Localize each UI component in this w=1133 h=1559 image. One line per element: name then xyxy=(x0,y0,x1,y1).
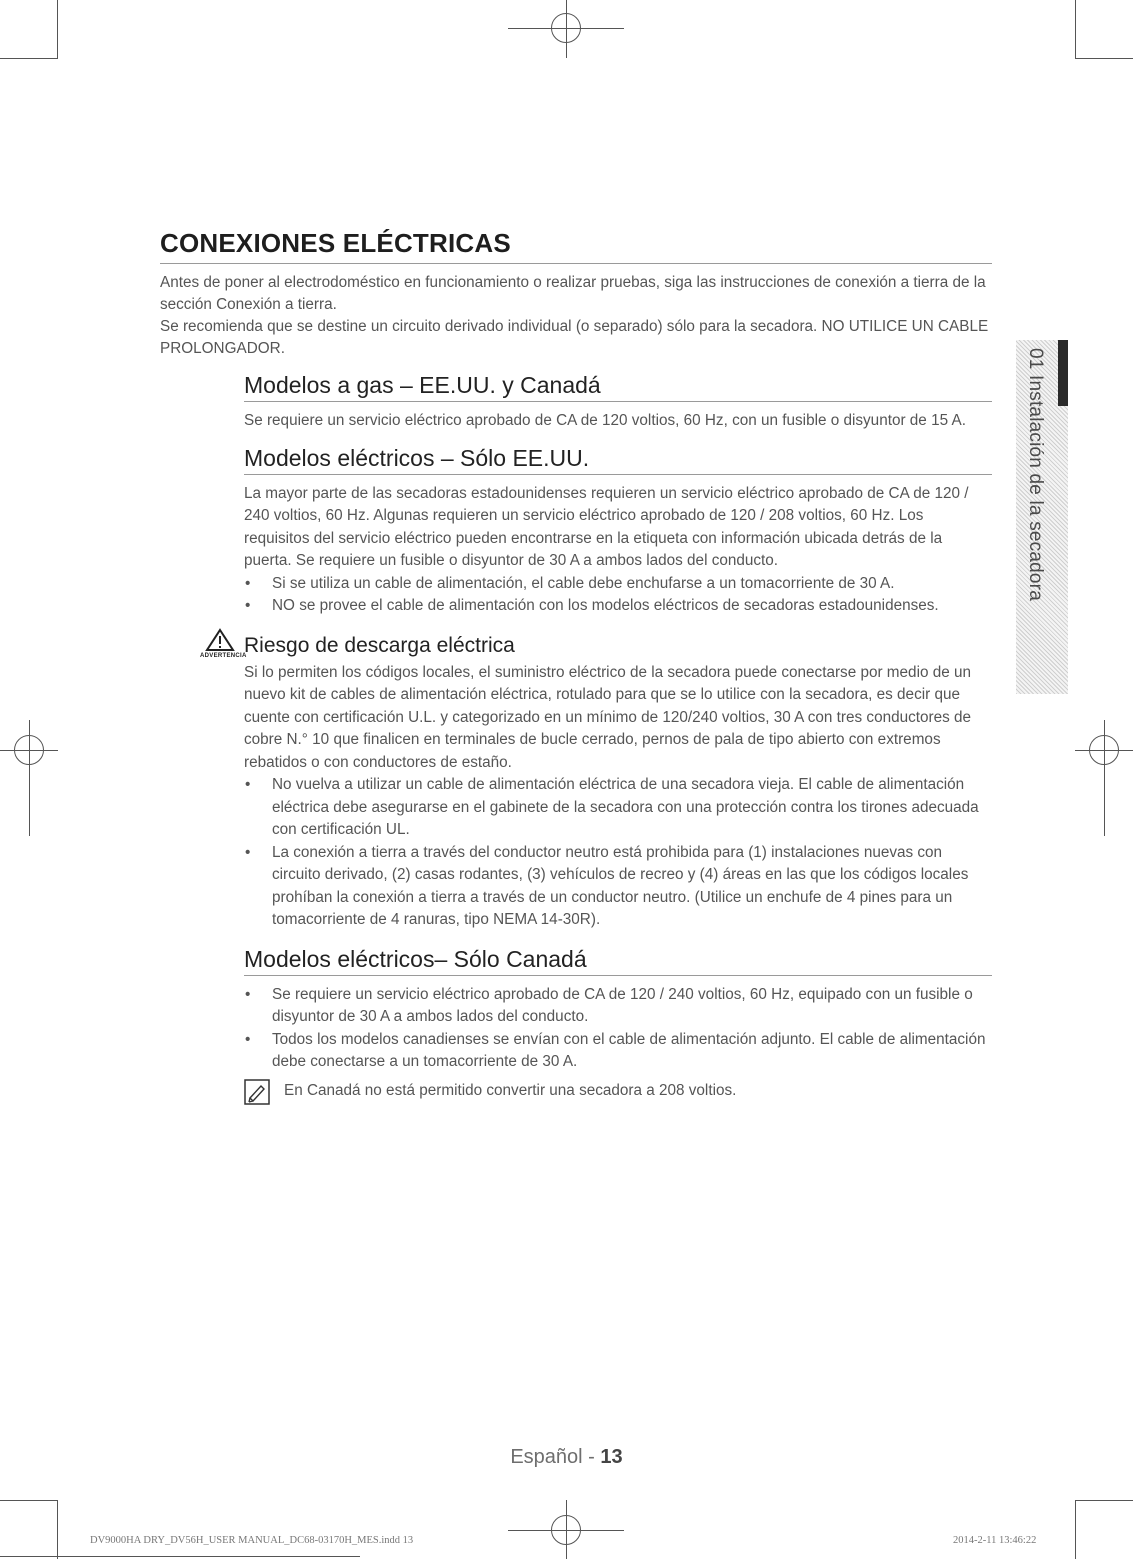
crop-mark xyxy=(1075,1500,1076,1559)
intro-paragraph: Antes de poner al electrodoméstico en funcionamiento o realizar pruebas, siga las instrucciones de conexión a tierra de la sección Conexión a tierra. xyxy=(160,274,986,313)
section-heading: Modelos a gas – EE.UU. y Canadá xyxy=(244,372,992,402)
bullet-icon: • xyxy=(245,843,251,861)
warning-heading: Riesgo de descarga eléctrica xyxy=(244,633,515,657)
page-content xyxy=(160,228,992,1102)
crop-mark xyxy=(1075,58,1133,59)
footer-language: Español - xyxy=(510,1446,601,1468)
list-item: • Si se utiliza un cable de alimentación, el cable debe enchufarse a un tomacorriente de 30 A. xyxy=(244,573,992,596)
section-text: La mayor parte de las secadoras estadounidenses requieren un servicio eléctrico aprobado de CA de 120 / 240 voltios, 60 Hz. Algunas requieren un servicio eléctrico aprobado de 120 / 208 voltios, 60 Hz. Los requisitos del servicio eléctrico pueden encontrarse en la etiqueta con información ubicada detrás de la puerta. Se requiere un fusible o disyuntor de 30 A a ambos lados del conducto. xyxy=(244,484,969,569)
section-heading: Modelos eléctricos– Sólo Canadá xyxy=(244,946,992,976)
registration-mark-icon xyxy=(1089,735,1119,765)
chapter-side-tab xyxy=(1016,340,1068,694)
print-datetime: 2014-2-11 13:46:22 xyxy=(953,1535,1037,1546)
bullet-list xyxy=(244,573,992,618)
crop-mark xyxy=(0,58,58,59)
section-electric-us xyxy=(244,445,992,618)
section-warning xyxy=(200,633,992,932)
page-number xyxy=(0,1446,1133,1469)
print-file-info: DV9000HA DRY_DV56H_USER MANUAL_DC68-03170H_MES.indd 13 xyxy=(90,1535,414,1546)
page-title: CONEXIONES ELÉCTRICAS xyxy=(160,228,992,264)
chapter-marker xyxy=(1058,340,1068,406)
list-item: • NO se provee el cable de alimentación con los modelos eléctricos de secadoras estadounidenses. xyxy=(244,595,992,618)
section-electric-canada xyxy=(244,946,992,1102)
crop-mark xyxy=(1075,0,1076,58)
list-item: • Todos los modelos canadienses se envían con el cable de alimentación adjunto. El cable de alimentación debe conectarse a un tomacorriente de 30 A. xyxy=(245,1030,986,1070)
note xyxy=(244,1080,992,1102)
bullet-icon: • xyxy=(245,1030,251,1048)
bullet-icon: • xyxy=(245,574,251,592)
bullet-icon: • xyxy=(245,985,251,1003)
registration-mark-icon xyxy=(551,13,581,43)
bullet-list xyxy=(244,984,992,1074)
note-text: En Canadá no está permitido convertir una secadora a 208 voltios. xyxy=(284,1081,737,1099)
list-item: • No vuelva a utilizar un cable de alimentación eléctrica de una secadora vieja. El cable de alimentación eléctrica debe asegurarse en el gabinete de la secadora con una protección contra los tirones adecuada con certificación UL. xyxy=(245,776,979,838)
bullet-icon: • xyxy=(245,776,251,793)
warning-label: ADVERTENCIA xyxy=(200,652,247,659)
section-text: Si lo permiten los códigos locales, el suministro eléctrico de la secadora puede conectarse por medio de un nuevo kit de cables de alimentación eléctrica, rotulado para que se lo utilice con la secadora, es decir que cuente con certificación U.L. y categorizado en un mínimo de 120/240 voltios, 30 A con tres conductores de cobre N.° 10 que finalicen en terminales de bucle cerrado, pernos de pala de tipo abierto con extremos rebatidos o con conductores de estaño. xyxy=(244,663,972,771)
crop-mark xyxy=(57,0,58,58)
warning-block xyxy=(200,628,247,659)
registration-mark-icon xyxy=(14,735,44,765)
section-heading: Modelos eléctricos – Sólo EE.UU. xyxy=(244,445,992,475)
registration-mark-icon xyxy=(551,1515,581,1545)
crop-mark xyxy=(0,1500,58,1501)
intro-paragraph: Se recomienda que se destine un circuito derivado individual (o separado) sólo para la secadora. NO UTILICE UN CABLE PROLONGADOR. xyxy=(160,318,989,357)
warning-triangle-icon xyxy=(205,628,235,652)
bullet-icon: • xyxy=(245,597,251,614)
bullet-list xyxy=(244,774,992,932)
crop-mark xyxy=(57,1500,58,1559)
footer-page-number: 13 xyxy=(600,1446,623,1468)
note-pencil-icon xyxy=(244,1079,270,1105)
crop-mark xyxy=(0,1556,360,1557)
section-text: Se requiere un servicio eléctrico aprobado de CA de 120 voltios, 60 Hz, con un fusible o disyuntor de 15 A. xyxy=(244,412,966,429)
section-gas-models xyxy=(244,372,992,433)
crop-mark xyxy=(1075,1500,1133,1501)
list-item: • La conexión a tierra a través del conductor neutro está prohibida para (1) instalaciones nuevas con circuito derivado, (2) casas rodantes, (3) vehículos de recreo y (4) áreas en las que los códigos locales prohíban la conexión a tierra a través de un conductor neutro. (Utilice un enchufe de 4 pines para un tomacorriente de 4 ranuras, tipo NEMA 14-30R). xyxy=(245,843,969,928)
list-item: • Se requiere un servicio eléctrico aprobado de CA de 120 / 240 voltios, 60 Hz, equipado con un fusible o disyuntor de 30 A a ambos lados del conducto. xyxy=(245,985,973,1025)
chapter-label: 01 Instalación de la secadora xyxy=(1025,348,1046,601)
